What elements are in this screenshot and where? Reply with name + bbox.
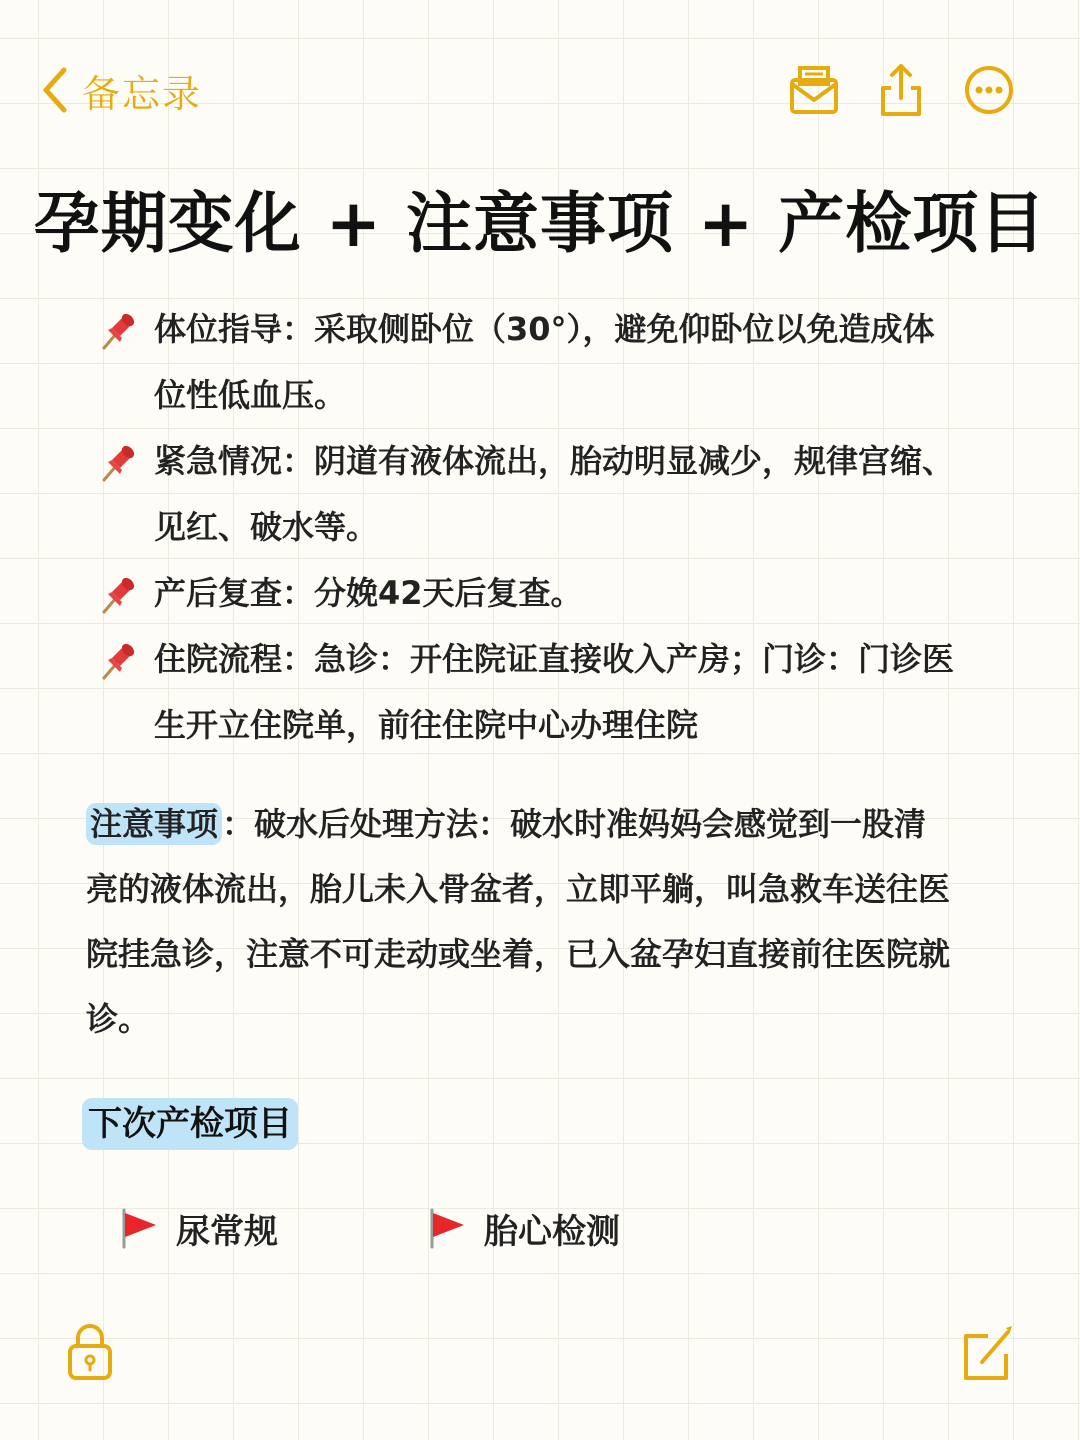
- check-item: [426, 1200, 620, 1256]
- pushpin-icon: [98, 308, 138, 350]
- list-item: [98, 428, 958, 560]
- envelope-icon: [786, 62, 842, 118]
- red-flag-icon: [118, 1207, 160, 1249]
- lock-button[interactable]: [62, 1322, 118, 1382]
- notice-paragraph: [86, 792, 956, 1052]
- back-label: 备忘录: [82, 71, 203, 116]
- bullet-text: 住院流程：急诊：开住院证直接收入产房；门诊：门诊医生开立住院单，前往住院中心办理住院: [154, 640, 955, 744]
- next-checks-list: [118, 1200, 918, 1260]
- more-icon: [961, 62, 1017, 118]
- list-item: [98, 626, 958, 758]
- share-button[interactable]: [873, 62, 929, 118]
- list-item: [98, 560, 958, 626]
- lock-icon: [62, 1322, 118, 1382]
- bullet-text: 体位指导：采取侧卧位（30°），避免仰卧位以免造成体位性低血压。: [154, 310, 935, 414]
- top-toolbar: [0, 0, 1080, 180]
- notice-label: 注意事项: [86, 803, 222, 845]
- next-checks-heading: 下次产检项目: [82, 1098, 298, 1150]
- bullet-text: 产后复查：分娩42天后复查。: [154, 574, 583, 612]
- more-button[interactable]: [961, 62, 1017, 118]
- check-item-label: 尿常规: [176, 1211, 278, 1252]
- bullet-list: [98, 296, 958, 758]
- share-icon: [873, 62, 929, 118]
- pushpin-icon: [98, 572, 138, 614]
- note-title: 孕期变化 + 注意事项 + 产检项目: [33, 185, 1047, 262]
- notice-text: ：破水后处理方法：破水时准妈妈会感觉到一股清亮的液体流出，胎儿未入骨盆者，立即平躺，叫急救车送往医院挂急诊，注意不可走动或坐着，已入盆孕妇直接前往医院就诊。: [86, 805, 951, 1038]
- attachment-button[interactable]: [786, 62, 842, 118]
- compose-icon: [958, 1322, 1014, 1382]
- pushpin-icon: [98, 638, 138, 680]
- check-item-label: 胎心检测: [484, 1211, 620, 1252]
- compose-button[interactable]: [958, 1322, 1014, 1382]
- back-button[interactable]: [40, 62, 202, 118]
- red-flag-icon: [426, 1207, 468, 1249]
- pushpin-icon: [98, 440, 138, 482]
- list-item: [98, 296, 958, 428]
- check-item: [118, 1200, 278, 1256]
- bullet-text: 紧急情况：阴道有液体流出，胎动明显减少，规律宫缩、见红、破水等。: [154, 442, 955, 546]
- chevron-left-icon: [40, 66, 68, 114]
